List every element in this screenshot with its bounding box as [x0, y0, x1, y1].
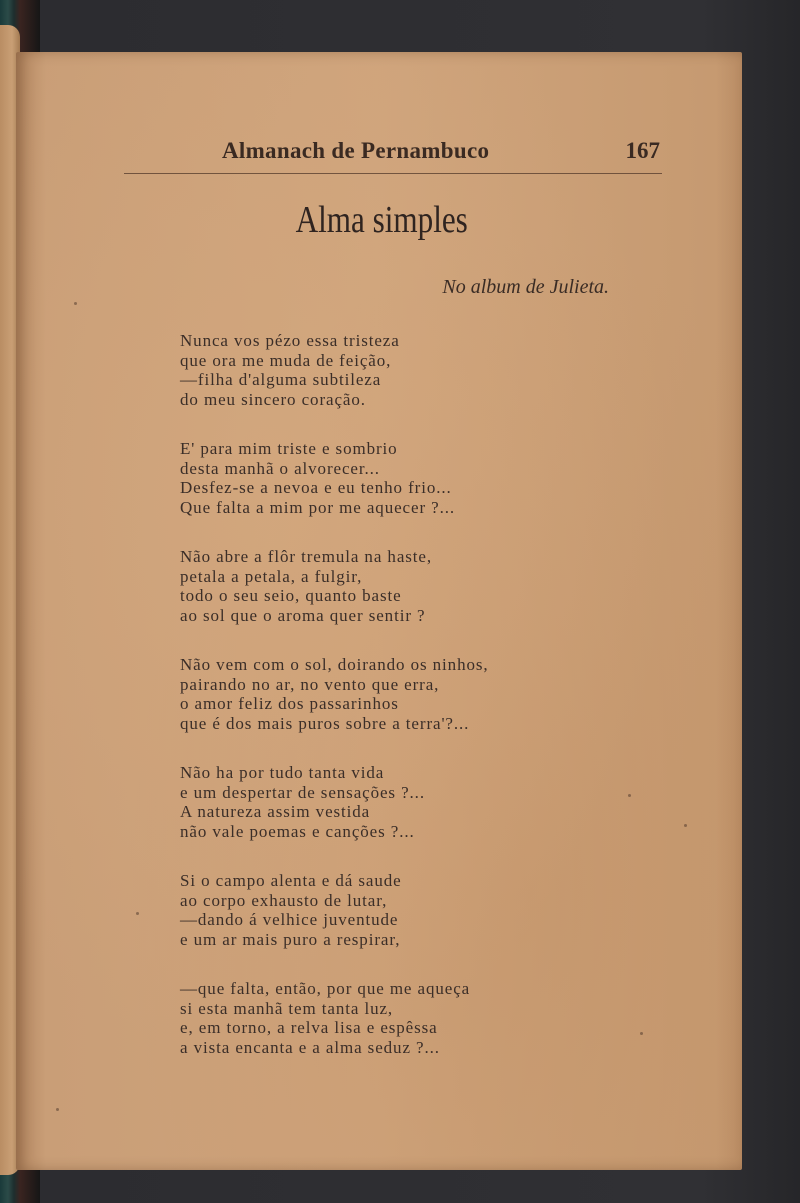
poem-line: do meu sincero coração.	[180, 389, 366, 409]
poem-line: que é dos mais puros sobre a terra'?...	[180, 713, 470, 733]
poem-line: desta manhã o alvorecer...	[180, 458, 380, 478]
poem-dedication: No album de Julieta.	[442, 276, 609, 298]
poem-line: e, em torno, a relva lisa e espêssa	[180, 1018, 438, 1037]
page-header	[124, 138, 660, 172]
poem-line: pairando no ar, no vento que erra,	[180, 674, 440, 694]
poem-line: Que falta a mim por me aquecer ?...	[180, 497, 456, 517]
poem-line: a vista encanta e a alma seduz ?...	[180, 1037, 440, 1057]
poem-line: Não abre a flôr tremula na haste,	[180, 547, 433, 566]
poem-line: todo o seu seio, quanto baste	[180, 586, 402, 605]
poem-line: A natureza assim vestida	[180, 802, 371, 821]
paper-speck	[136, 912, 139, 915]
stanza	[180, 871, 489, 949]
poem-line: ao sol que o aroma quer sentir ?	[180, 605, 426, 625]
poem-title: Alma simples	[295, 199, 468, 241]
poem-line: que ora me muda de feição,	[180, 350, 392, 370]
poem-line: o amor feliz dos passarinhos	[180, 694, 399, 713]
poem-line: si esta manhã tem tanta luz,	[180, 998, 394, 1018]
header-rule	[124, 173, 662, 174]
page-number: 167	[625, 138, 660, 163]
running-title: Almanach de Pernambuco	[222, 138, 490, 163]
poem-line: e um despertar de sensações ?...	[180, 782, 425, 802]
poem-line: —que falta, então, por que me aqueça	[180, 979, 471, 998]
stanza	[180, 331, 489, 409]
poem-line: petala a petala, a fulgir,	[180, 566, 363, 586]
poem-line: Não vem com o sol, doirando os ninhos,	[180, 655, 489, 674]
stanza	[180, 547, 489, 625]
poem-line: E' para mim triste e sombrio	[180, 439, 398, 458]
poem-line: —filha d'alguma subtileza	[180, 370, 382, 389]
poem-line: Desfez-se a nevoa e eu tenho frio...	[180, 478, 452, 497]
paper-speck	[74, 302, 77, 305]
poem-line: ao corpo exhausto de lutar,	[180, 890, 388, 910]
paper-speck	[628, 794, 631, 797]
poem-line: Nunca vos pézo essa tristeza	[180, 331, 400, 350]
paper-speck	[684, 824, 687, 827]
poem-body	[180, 331, 489, 1087]
paper-speck	[640, 1032, 643, 1035]
stanza	[180, 763, 489, 841]
poem-line: não vale poemas e canções ?...	[180, 821, 415, 841]
poem-line: e um ar mais puro a respirar,	[180, 929, 401, 949]
poem-line: Si o campo alenta e dá saude	[180, 871, 402, 890]
poem-line: —dando á velhice juventude	[180, 910, 399, 929]
stanza	[180, 655, 489, 733]
paper-speck	[56, 1108, 59, 1111]
book-page	[16, 52, 742, 1170]
stanza	[180, 439, 489, 517]
poem-line: Não ha por tudo tanta vida	[180, 763, 385, 782]
stanza	[180, 979, 489, 1057]
